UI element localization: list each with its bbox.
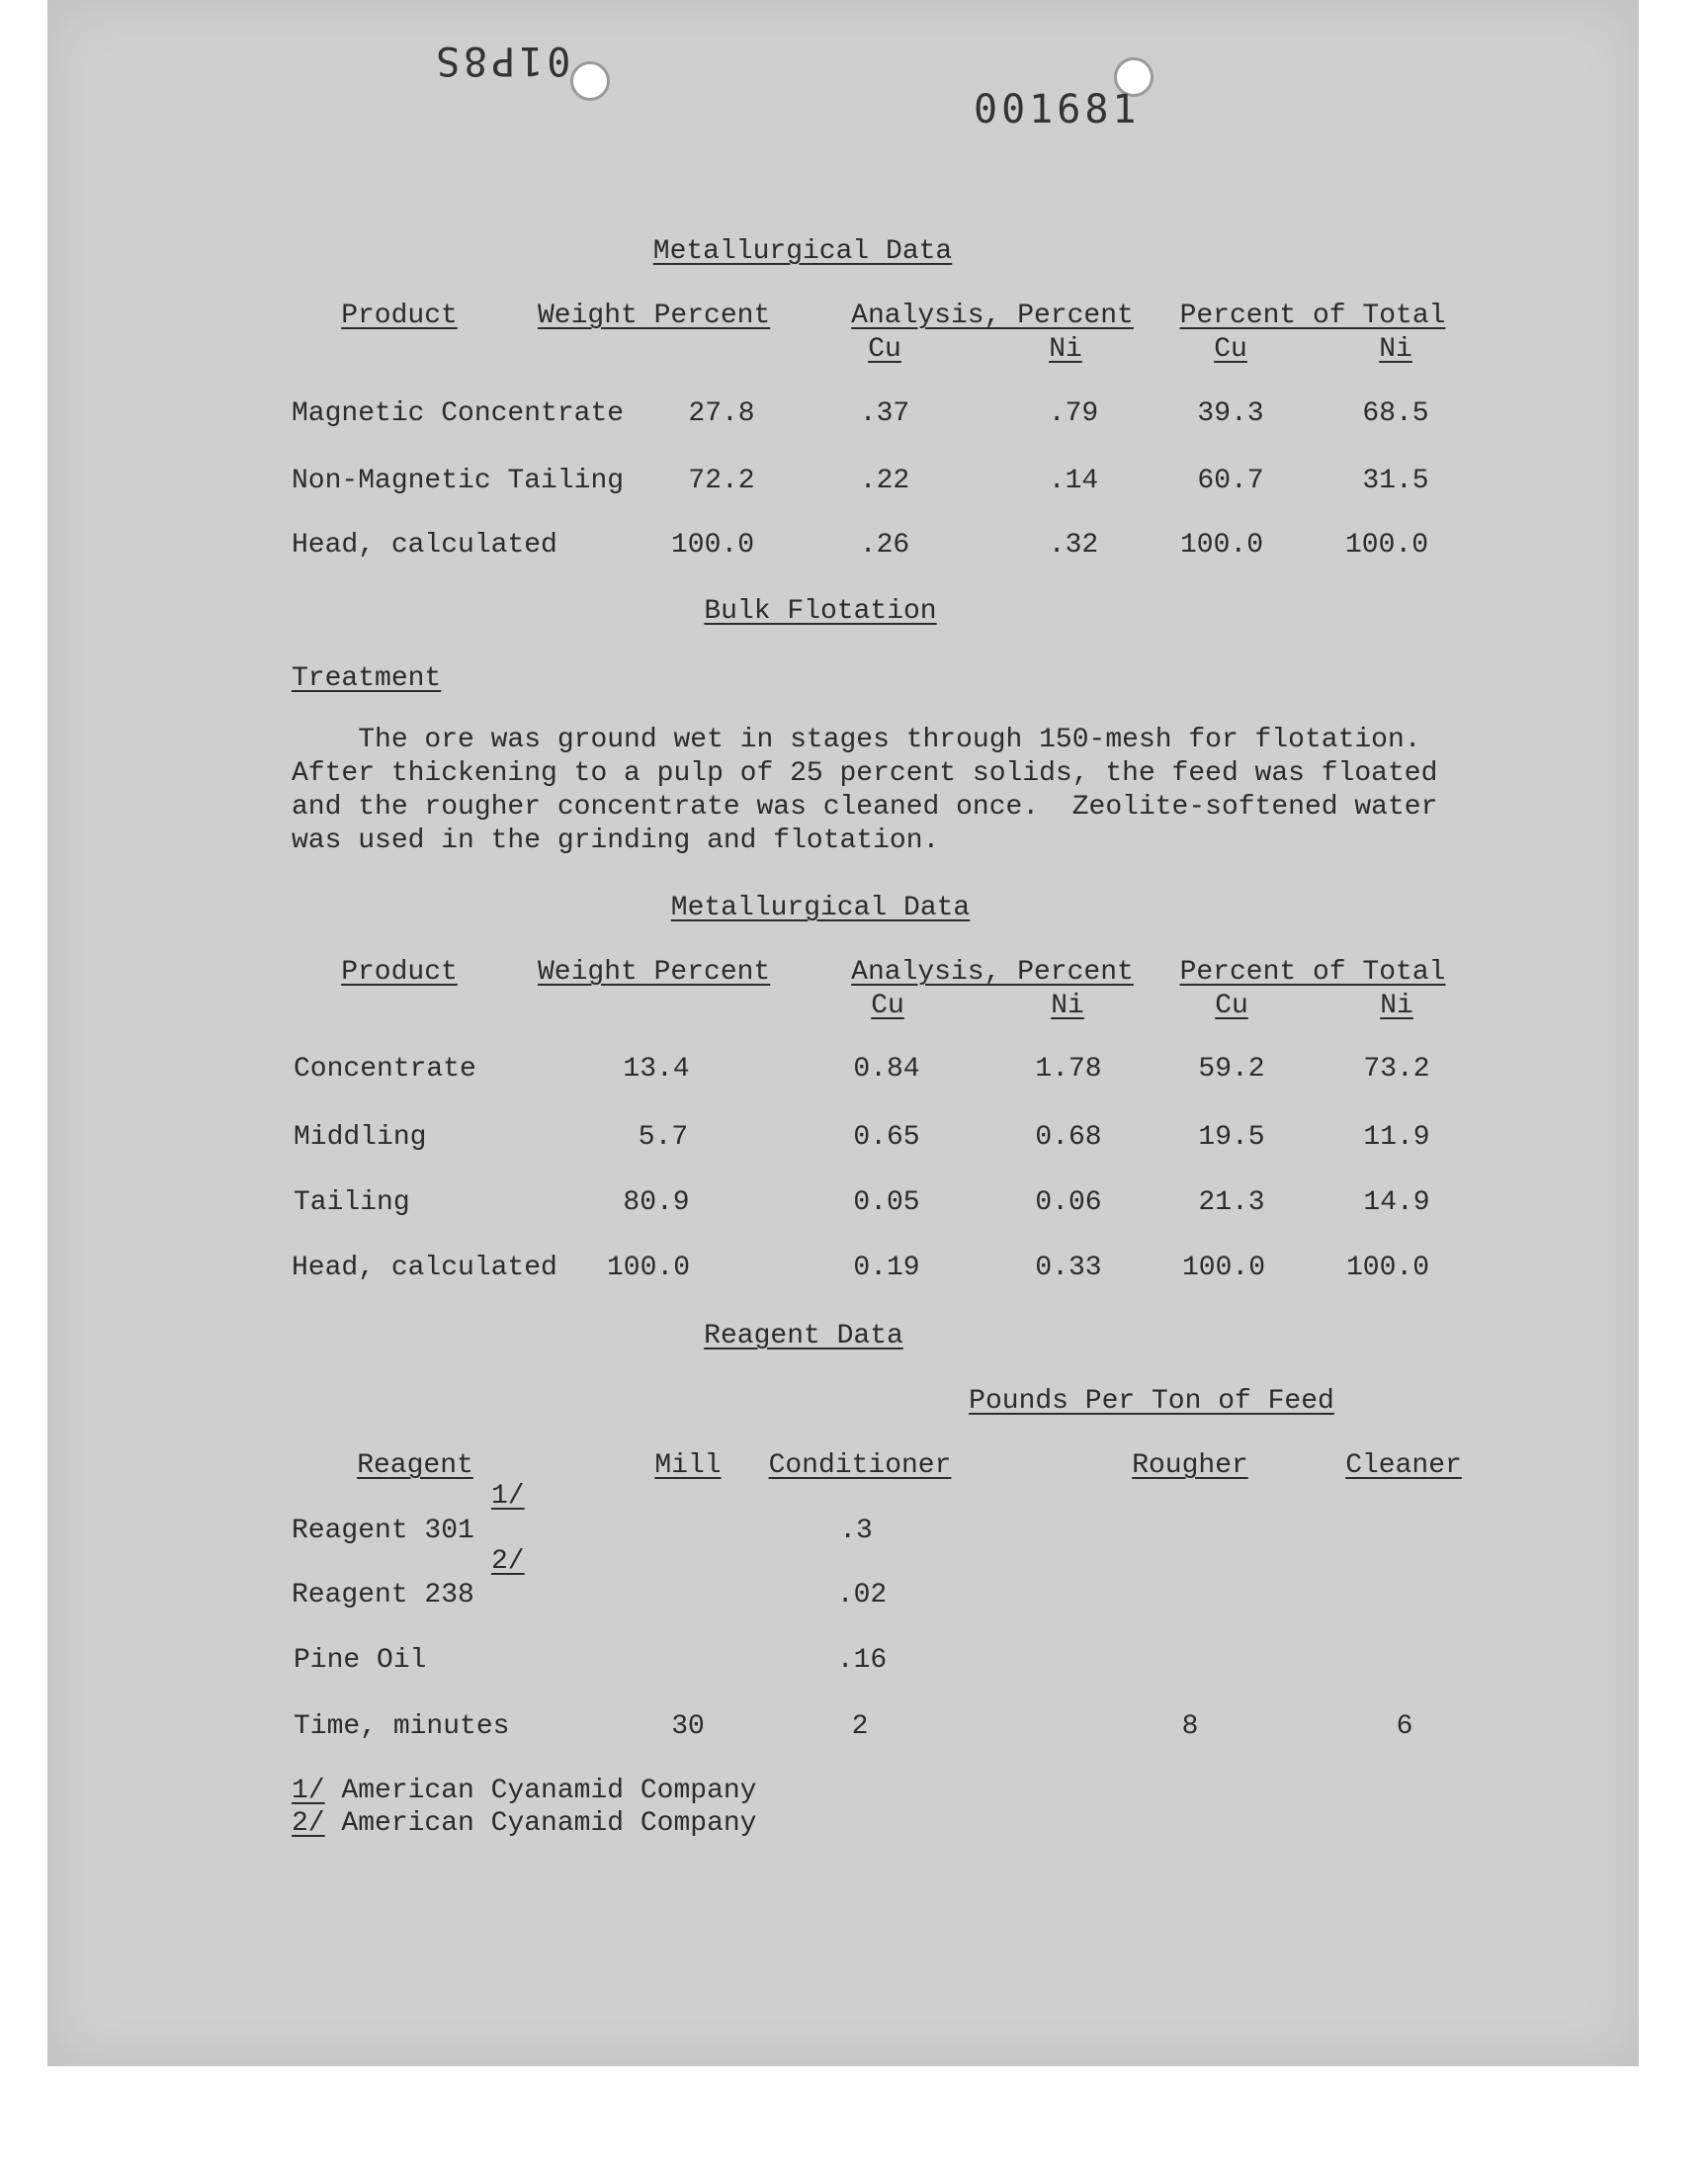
table1-row1-an-cu: .37: [859, 398, 910, 429]
table1-row1-pt-cu: 39.3: [1197, 398, 1264, 429]
reagent-row4-name: Time, minutes: [294, 1711, 510, 1742]
table2-row1-an-cu: 0.84: [853, 1054, 920, 1085]
table1-row1-an-ni: .79: [1048, 398, 1099, 429]
reagent-row4-conditioner: 2: [851, 1711, 869, 1742]
table1-header-analysis-cu: Cu: [868, 334, 901, 365]
table1-row3-an-ni: .32: [1048, 530, 1099, 561]
table2-row2-pt-ni: 11.9: [1363, 1122, 1430, 1153]
reagent-header-reagent: Reagent: [357, 1450, 473, 1481]
reagent-header-cleaner: Cleaner: [1345, 1450, 1462, 1481]
table1-row2-pt-cu: 60.7: [1197, 466, 1264, 496]
footnote-2-text: American Cyanamid Company: [324, 1808, 757, 1839]
paragraph-line-4: was used in the grinding and flotation.: [292, 826, 940, 856]
reagent-row1-name: Reagent 301: [292, 1516, 474, 1546]
reagent-row1-conditioner: .3: [839, 1516, 873, 1546]
table1-title: Metallurgical Data: [652, 236, 953, 267]
reagent-row4-cleaner: 6: [1396, 1711, 1413, 1742]
reagent-row3-name: Pine Oil: [294, 1645, 427, 1676]
table2-header-pt-cu: Cu: [1215, 991, 1248, 1021]
table1-row3-pt-cu: 100.0: [1179, 530, 1264, 561]
table2-row4-product: Head, calculated: [292, 1253, 557, 1283]
treatment-paragraph: [292, 724, 1478, 858]
table2-header-analysis-cu: Cu: [871, 991, 904, 1021]
bulk-flotation-title: Bulk Flotation: [704, 596, 937, 627]
table1-header-pt-cu: Cu: [1214, 334, 1247, 365]
table2-header-analysis: Analysis, Percent: [851, 957, 1134, 988]
table1-header-product: Product: [341, 301, 458, 331]
stamp-right: 001681: [974, 87, 1141, 132]
table2-header-pt-ni: Ni: [1380, 991, 1413, 1021]
table1-row1-weight: 27.8: [688, 398, 755, 429]
table2-row3-weight: 80.9: [623, 1187, 690, 1218]
paragraph-line-2: After thickening to a pulp of 25 percent solids, the feed was floated: [292, 758, 1438, 789]
reagent-row2-conditioner: .02: [836, 1580, 888, 1610]
table1-row2-an-cu: .22: [859, 466, 910, 496]
table2-row4-an-cu: 0.19: [853, 1253, 920, 1283]
reagent-row2-footnote-mark: 2/: [491, 1546, 525, 1577]
paragraph-line-1: The ore was ground wet in stages through 150-mesh for flotation.: [292, 725, 1421, 755]
treatment-heading: Treatment: [292, 663, 442, 694]
table2-row4-pt-ni: 100.0: [1345, 1253, 1430, 1283]
reagent-row2-name: Reagent 238: [292, 1580, 474, 1610]
table2-header-weight: Weight Percent: [538, 957, 771, 988]
table2-row4-an-ni: 0.33: [1035, 1253, 1102, 1283]
reagent-title: Reagent Data: [704, 1321, 903, 1351]
table2-header-analysis-ni: Ni: [1051, 991, 1084, 1021]
footnote-1-text: American Cyanamid Company: [324, 1776, 757, 1806]
reagent-row4-rougher: 8: [1181, 1711, 1199, 1742]
table1-header-weight: Weight Percent: [538, 301, 771, 331]
table2-row2-pt-cu: 19.5: [1198, 1122, 1265, 1153]
table2-row3-an-ni: 0.06: [1035, 1187, 1102, 1218]
footnote-1: [292, 1775, 756, 1808]
reagent-header-conditioner: Conditioner: [768, 1450, 952, 1481]
footnote-2-mark: 2/: [292, 1808, 325, 1839]
reagent-row4-mill: 30: [671, 1711, 705, 1742]
table2-row1-product: Concentrate: [294, 1054, 476, 1085]
reagent-header-rougher: Rougher: [1132, 1450, 1248, 1481]
table1-row3-product: Head, calculated: [292, 530, 557, 561]
table2-row1-pt-ni: 73.2: [1363, 1054, 1430, 1085]
table1-header-analysis: Analysis, Percent: [851, 301, 1134, 331]
footnote-2: [292, 1807, 756, 1841]
table1-row3-pt-ni: 100.0: [1344, 530, 1429, 561]
punch-hole-left: [570, 61, 610, 101]
table2-row4-pt-cu: 100.0: [1181, 1253, 1266, 1283]
table1-row1-pt-ni: 68.5: [1362, 398, 1429, 429]
stamp-left: 01P8S: [432, 38, 571, 83]
table2-row1-weight: 13.4: [623, 1054, 690, 1085]
table2-row3-pt-cu: 21.3: [1198, 1187, 1265, 1218]
reagent-header-mill: Mill: [654, 1450, 722, 1481]
table2-header-product: Product: [341, 957, 458, 988]
table1-row1-product: Magnetic Concentrate: [292, 398, 625, 429]
table2-title: Metallurgical Data: [670, 893, 971, 923]
table2-row3-an-cu: 0.05: [853, 1187, 920, 1218]
footnote-1-mark: 1/: [292, 1776, 325, 1806]
table2-row2-weight: 5.7: [638, 1122, 689, 1153]
table2-row2-product: Middling: [294, 1122, 427, 1153]
reagent-row1-footnote-mark: 1/: [491, 1481, 525, 1512]
table1-row2-an-ni: .14: [1048, 466, 1099, 496]
table2-row4-weight: 100.0: [606, 1253, 691, 1283]
table2-header-percent-total: Percent of Total: [1179, 957, 1446, 988]
table1-row3-weight: 100.0: [670, 530, 755, 561]
table1-row3-an-cu: .26: [859, 530, 910, 561]
reagent-row3-conditioner: .16: [836, 1645, 888, 1676]
table2-row2-an-cu: 0.65: [853, 1122, 920, 1153]
reagent-group-header: Pounds Per Ton of Feed: [969, 1386, 1334, 1417]
table2-row2-an-ni: 0.68: [1035, 1122, 1102, 1153]
paragraph-line-3: and the rougher concentrate was cleaned once. Zeolite-softened water: [292, 792, 1438, 823]
table1-header-pt-ni: Ni: [1379, 334, 1412, 365]
table1-row2-pt-ni: 31.5: [1362, 466, 1429, 496]
table1-header-percent-total: Percent of Total: [1179, 301, 1446, 331]
table2-row1-an-ni: 1.78: [1035, 1054, 1102, 1085]
table1-row2-product: Non-Magnetic Tailing: [292, 466, 625, 496]
table2-row3-product: Tailing: [294, 1187, 410, 1218]
table1-row2-weight: 72.2: [688, 466, 755, 496]
table1-header-analysis-ni: Ni: [1049, 334, 1082, 365]
table2-row1-pt-cu: 59.2: [1198, 1054, 1265, 1085]
table2-row3-pt-ni: 14.9: [1363, 1187, 1430, 1218]
